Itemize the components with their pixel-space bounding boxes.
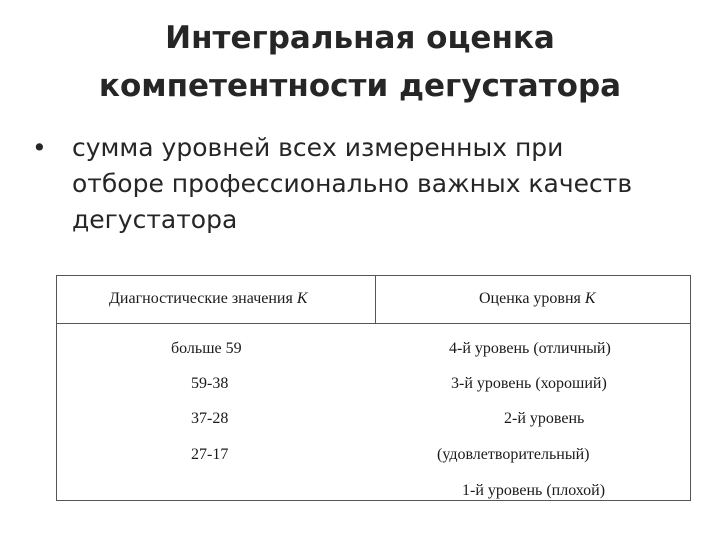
level-table <box>56 275 691 501</box>
bullet-text <box>72 130 692 238</box>
level-cell: 2-й уровень <box>504 410 585 427</box>
title-line-1: Интегральная оценка <box>165 20 555 56</box>
value-cell: 27-17 <box>191 446 229 463</box>
bullet-line-1: сумма уровней всех измеренных при <box>72 133 564 162</box>
level-cell: 3-й уровень (хороший) <box>451 375 607 392</box>
bullet-marker: • <box>32 133 47 162</box>
header-level-assessment <box>479 290 596 308</box>
table-header-divider <box>57 323 690 324</box>
level-cell: (удовлетворительный) <box>437 446 590 463</box>
bullet-line-3: дегустатора <box>72 205 238 234</box>
table-column-divider <box>375 276 376 323</box>
title-line-2: компетентности дегустатора <box>98 68 622 104</box>
header-diagnostic-values-text: Диагностические значения <box>109 290 297 307</box>
header-diagnostic-values <box>109 290 307 308</box>
value-cell: 59-38 <box>191 375 229 392</box>
header-level-assessment-k: К <box>584 290 596 307</box>
value-cell: больше 59 <box>171 340 242 357</box>
slide-title <box>40 14 680 110</box>
header-level-assessment-text: Оценка уровня <box>479 290 585 307</box>
level-cell: 1-й уровень (плохой) <box>462 482 606 499</box>
level-cell: 4-й уровень (отличный) <box>449 340 611 357</box>
value-cell: 37-28 <box>191 410 229 427</box>
bullet-line-2: отборе профессионально важных качеств <box>72 169 633 198</box>
bullet-point <box>32 130 692 238</box>
header-diagnostic-values-k: К <box>296 290 308 307</box>
